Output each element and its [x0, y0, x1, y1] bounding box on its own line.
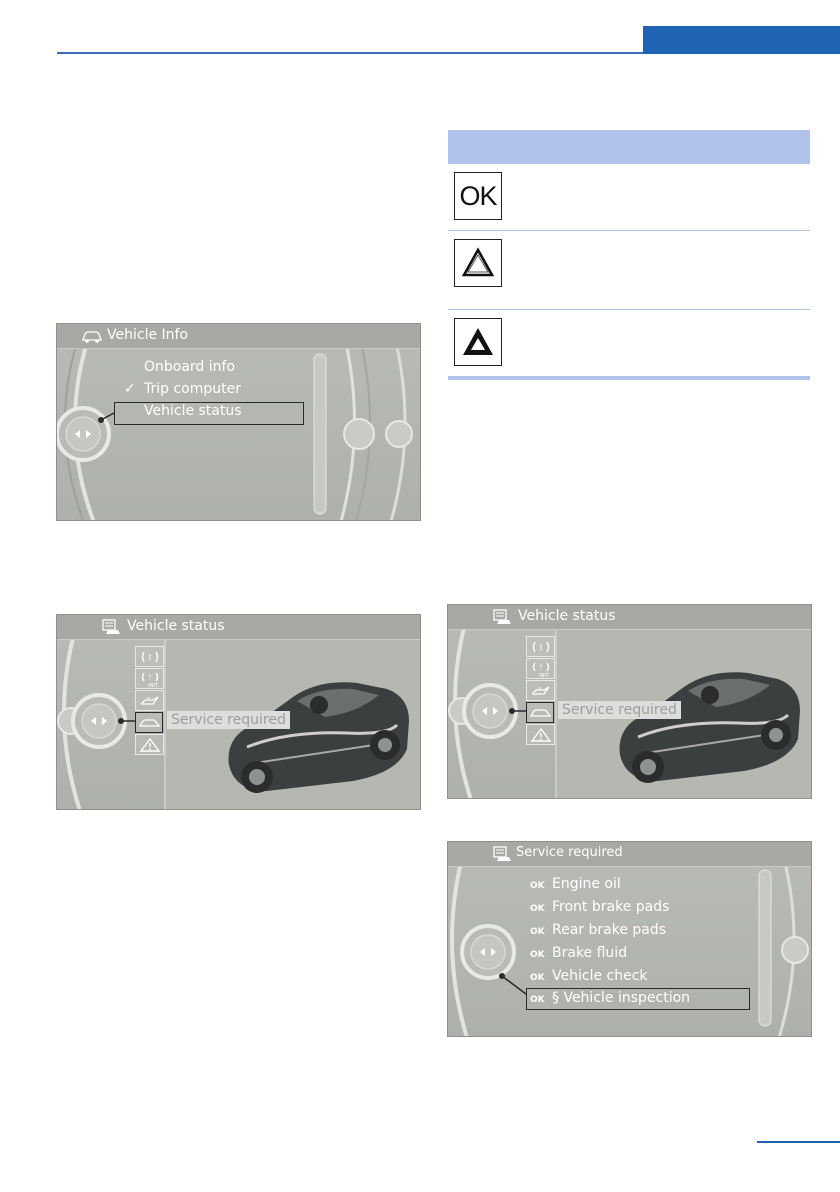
ok-status-icon: OK [530, 973, 545, 983]
table-header [448, 130, 810, 164]
screen-title: Vehicle status [127, 618, 225, 634]
car-service-icon[interactable] [526, 702, 554, 723]
svg-text:INIT: INIT [538, 672, 549, 677]
titlebar [57, 324, 420, 349]
status-icon-column [526, 636, 555, 746]
status-icon-column [135, 646, 164, 756]
vehicle-status-screen-left [56, 614, 421, 810]
svg-text:!: ! [538, 662, 543, 672]
table-row [448, 164, 810, 231]
table-row [448, 310, 810, 380]
vehicle-status-icon [102, 619, 122, 635]
screen-title: Vehicle Info [107, 327, 189, 343]
check-mark-icon: ✓ [124, 381, 136, 397]
menu-item-onboard-info[interactable]: Onboard info [144, 359, 236, 375]
service-required-screen [447, 841, 812, 1037]
vehicle-info-icon [81, 329, 103, 344]
svg-text:!: ! [538, 642, 543, 654]
svg-text:!: ! [147, 652, 152, 664]
vehicle-status-icon [493, 609, 513, 625]
ok-status-icon: OK [530, 904, 545, 914]
ok-symbol: OK [459, 180, 497, 211]
service-item-engine-oil[interactable]: OK Engine oil [530, 876, 621, 892]
vehicle-status-icon [493, 846, 513, 862]
car-service-icon[interactable] [135, 712, 163, 733]
tire-pressure-init-icon[interactable] [526, 658, 555, 679]
vehicle-info-screen [56, 323, 421, 521]
service-item-vehicle-inspection[interactable]: OK § Vehicle inspection [530, 990, 691, 1006]
outline-triangle-icon [454, 239, 502, 287]
selected-status-label: Service required [167, 711, 290, 729]
menu-item-vehicle-status[interactable]: Vehicle status [144, 403, 242, 419]
service-item-brake-fluid[interactable]: OK Brake fluid [530, 945, 628, 961]
ok-status-icon: OK [530, 881, 545, 891]
warning-triangle-icon[interactable] [135, 734, 164, 755]
svg-text:INIT: INIT [147, 682, 158, 687]
svg-text:!: ! [147, 672, 152, 682]
table-row [448, 231, 810, 310]
service-item-vehicle-check[interactable]: OK Vehicle check [530, 968, 648, 984]
service-item-front-brake-pads[interactable]: OK Front brake pads [530, 899, 670, 915]
titlebar [448, 605, 811, 630]
service-item-rear-brake-pads[interactable]: OK Rear brake pads [530, 922, 667, 938]
titlebar [57, 615, 420, 640]
oil-can-icon[interactable] [526, 680, 555, 701]
header-tab [643, 26, 840, 54]
selected-status-label: Service required [558, 701, 681, 719]
titlebar [448, 842, 811, 867]
oil-can-icon[interactable] [135, 690, 164, 711]
footer-rule [757, 1141, 840, 1143]
symbol-table [448, 130, 810, 380]
vehicle-status-screen-right [447, 604, 812, 799]
ok-icon [454, 172, 502, 220]
tire-pressure-icon[interactable] [526, 636, 555, 657]
tire-pressure-icon[interactable] [135, 646, 164, 667]
screen-title: Vehicle status [518, 608, 616, 624]
ok-status-icon: OK [530, 927, 545, 937]
tire-pressure-init-icon[interactable] [135, 668, 164, 689]
ok-status-icon: OK [530, 950, 545, 960]
menu-item-trip-computer[interactable]: Trip computer [144, 381, 241, 397]
filled-triangle-icon [454, 318, 502, 366]
warning-triangle-icon[interactable] [526, 724, 555, 745]
ok-status-icon: OK [530, 995, 545, 1005]
screen-title: Service required [516, 845, 623, 860]
